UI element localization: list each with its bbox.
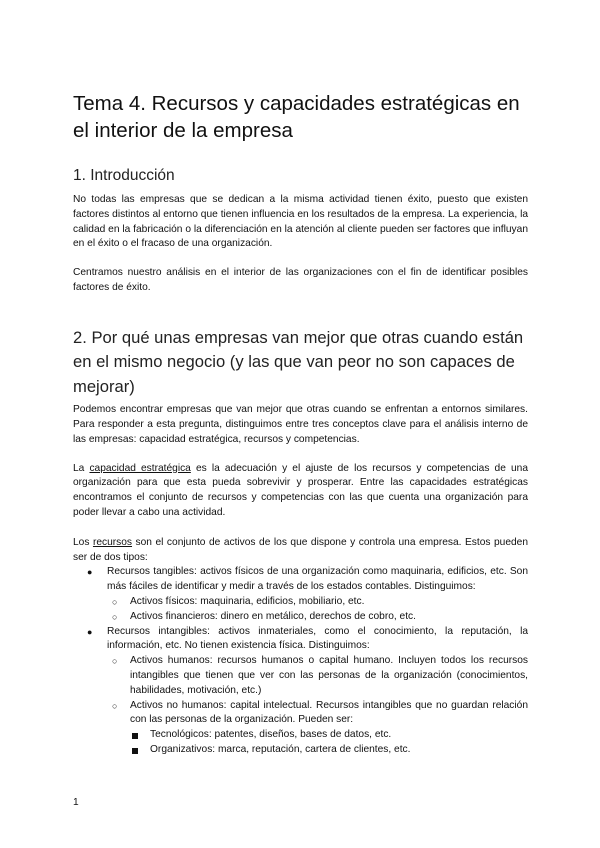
section-1-heading: 1. Introducción bbox=[73, 167, 175, 184]
section-2-paragraph-1: Podemos encontrar empresas que van mejor que otras cuando se enfrentan a entornos similares. Para responder a esta pregunta, distinguimos entre tres conceptos clave para el análisis interno de las empresas: capacidad estratégica, recursos y competencias. bbox=[73, 404, 528, 445]
section-1-paragraph-2: Centramos nuestro análisis en el interior de las organizaciones con el fin de identificar posibles factores de éxito. bbox=[73, 267, 528, 293]
paragraph-text: es la adecuación y el ajuste de los recursos y competencias de una organización para que esta pueda sobrevivir y prosperar. Entre las capacidades estratégicas encontramos el conjunto de recursos y competencias con las que cuenta una organización para poder llevar a cabo una actividad. bbox=[73, 462, 528, 519]
hollow-bullet-icon: ○ bbox=[112, 656, 118, 667]
list-item bbox=[130, 728, 528, 743]
page-number: 1 bbox=[73, 797, 79, 808]
tangibles-sublist bbox=[107, 595, 528, 625]
section-2-paragraph-3 bbox=[73, 536, 528, 566]
resources-list bbox=[73, 565, 528, 757]
section-1-paragraph-1: No todas las empresas que se dedican a la misma actividad tienen éxito, puesto que existen factores distintos al entorno que tienen influencia en los resultados de la empresa. La experiencia, la calidad en la fabricación o la diferenciación en la atención al cliente pueden ser factores que influyan en el éxito o el fracaso de una organización. bbox=[73, 194, 528, 250]
list-item-text: Recursos intangibles: activos inmateriales, como el conocimiento, la reputación, la información, etc. No tienen existencia física. Distinguimos: bbox=[107, 625, 528, 652]
page-content bbox=[73, 90, 528, 758]
list-item-text: Activos financieros: dinero en metálico, derechos de cobro, etc. bbox=[130, 610, 416, 622]
bullet-icon: ● bbox=[87, 567, 93, 578]
list-item bbox=[107, 699, 528, 758]
hollow-bullet-icon: ○ bbox=[112, 611, 118, 622]
list-item bbox=[107, 610, 528, 625]
list-item-intangibles bbox=[73, 625, 528, 758]
paragraph-text: son el conjunto de activos de los que dispone y controla una empresa. Estos pueden ser de dos tipos: bbox=[73, 536, 528, 563]
no-humanos-sublist bbox=[130, 728, 528, 758]
square-bullet-icon bbox=[132, 733, 138, 739]
list-item-text: Recursos tangibles: activos físicos de una organización como maquinaria, edificios, etc. Son más fáciles de identificar y medir a través de los estados contables. Distinguimos: bbox=[107, 566, 528, 593]
list-item-text: Activos no humanos: capital intelectual. Recursos intangibles que no guardan relación con las personas de la organización. Pueden ser: bbox=[130, 699, 528, 726]
intangibles-sublist bbox=[107, 654, 528, 758]
term-capacidad-estrategica: capacidad estratégica bbox=[89, 462, 191, 474]
hollow-bullet-icon: ○ bbox=[112, 597, 118, 608]
list-item bbox=[107, 654, 528, 698]
list-item-tangibles bbox=[73, 565, 528, 624]
list-item-text: Activos físicos: maquinaria, edificios, mobiliario, etc. bbox=[130, 596, 365, 608]
list-item-text: Activos humanos: recursos humanos o capital humano. Incluyen todos los recursos intangibles que tienen que ver con las personas de la organización (conocimientos, habilidades, motivación, etc.) bbox=[130, 655, 528, 696]
list-item-text: Organizativos: marca, reputación, cartera de clientes, etc. bbox=[150, 744, 411, 756]
section-2-paragraph-2 bbox=[73, 462, 528, 521]
document-title: Tema 4. Recursos y capacidades estratégicas en el interior de la empresa bbox=[73, 92, 520, 142]
bullet-icon: ● bbox=[87, 626, 93, 637]
paragraph-text: La bbox=[73, 462, 90, 474]
term-recursos: recursos bbox=[92, 536, 133, 548]
list-item bbox=[130, 743, 528, 758]
square-bullet-icon bbox=[132, 748, 138, 754]
list-item bbox=[107, 595, 528, 610]
section-2-heading: 2. Por qué unas empresas van mejor que otras cuando están en el mismo negocio (y las que van peor no son capaces de mejorar) bbox=[73, 327, 524, 396]
list-item-text: Tecnológicos: patentes, diseños, bases de datos, etc. bbox=[150, 729, 392, 741]
paragraph-text: Los bbox=[73, 536, 93, 548]
hollow-bullet-icon: ○ bbox=[112, 700, 118, 711]
